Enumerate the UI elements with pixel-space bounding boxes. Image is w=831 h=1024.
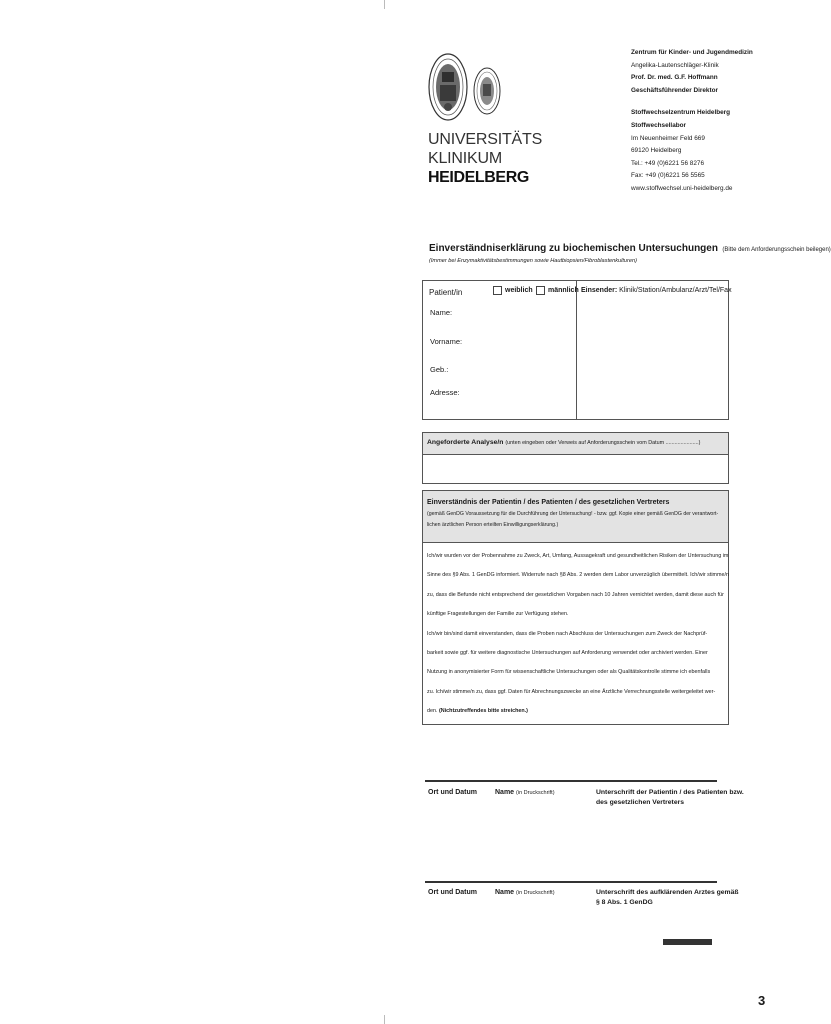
- sig1-signature-line2: des gesetzlichen Vertreters: [596, 799, 685, 806]
- address-block: [631, 47, 753, 196]
- sig2-name-note: (in Druckschrift): [516, 890, 555, 896]
- crop-mark-bottom: [384, 1015, 385, 1024]
- university-seal-right: [473, 66, 501, 116]
- sig1-name-label: [495, 788, 555, 798]
- signature-line-2: [425, 881, 717, 883]
- address-fax: Fax: +49 (0)6221 56 5565: [631, 172, 705, 180]
- sig2-signature-line2: § 8 Abs. 1 GenDG: [596, 899, 653, 906]
- analysis-box: [422, 432, 729, 484]
- consent-line: Nutzung in anonymisierter Form für wissenschaftliche Untersuchungen oder als Qualitätskontrolle stimme ich ebenfalls: [427, 669, 711, 676]
- address-center: Stoffwechselzentrum Heidelberg: [631, 109, 731, 117]
- form-title-main: Einverständniserklärung zu biochemischen Untersuchungen: [429, 243, 718, 254]
- consent-line: Ich/wir wurden vor der Probennahme zu Zweck, Art, Umfang, Aussagekraft und gesundheitlichen Risiken der Untersuchung im: [427, 553, 729, 559]
- consent-header: [423, 491, 728, 543]
- address-dept: Zentrum für Kinder- und Jugendmedizin: [631, 49, 753, 56]
- sig1-place-label: Ort und Datum: [428, 789, 477, 796]
- address-street: Im Neuenheimer Feld 669: [631, 134, 705, 142]
- sig1-name-note: (in Druckschrift): [516, 790, 555, 796]
- consent-heading: Einverständnis der Patientin / des Patienten / des gesetzlichen Vertreters: [427, 499, 670, 506]
- female-label: weiblich: [505, 287, 533, 294]
- address-lab: Stoffwechsellabor: [631, 121, 687, 129]
- form-title: [429, 238, 831, 256]
- sig1-signature-label: [596, 788, 744, 808]
- sig2-name-label: [495, 888, 555, 898]
- consent-last-start: den.: [427, 708, 439, 715]
- sig2-name-text: Name: [495, 889, 515, 896]
- analysis-input-area[interactable]: [423, 455, 728, 484]
- consent-line: Ich/wir bin/sind damit einverstanden, dass die Proben nach Abschluss der Untersuchungen zum Zweck der Nachprüf-: [427, 630, 708, 637]
- form-subtitle: (Immer bei Enzymaktivitätsbestimmungen sowie Hautbiopsien/Fibroblastenkulturen): [429, 258, 637, 264]
- consent-box: [422, 490, 729, 725]
- analysis-header-bold: Angeforderte Analyse/n: [427, 439, 504, 446]
- sig1-signature-line1: Unterschrift der Patientin / des Patienten bzw.: [596, 789, 744, 796]
- address-director: Prof. Dr. med. G.F. Hoffmann: [631, 74, 718, 82]
- birthdate-label: Geb.:: [430, 365, 449, 374]
- sender-label-bold: Einsender:: [581, 287, 618, 294]
- consent-line: zu. Ich/wir stimme/n zu, dass ggf. Daten für Abrechnungszwecke an eine Ärztliche Verrechnungsstelle weitergeleitet wer-: [427, 688, 716, 695]
- patient-label: Patient/in: [429, 288, 463, 297]
- male-label: männlich: [548, 287, 579, 294]
- sig2-signature-label: [596, 888, 739, 908]
- patient-box: [422, 280, 732, 420]
- consent-strike-note: (Nichtzutreffendes bitte streichen.): [439, 708, 528, 715]
- decorative-bar: [663, 939, 712, 945]
- patient-box-divider: [576, 281, 577, 419]
- consent-text: [427, 547, 729, 722]
- female-checkbox[interactable]: [493, 286, 502, 295]
- consent-subheading-2: lichen ärztlichen Person erteilten Einwilligungserklärung.): [427, 522, 559, 528]
- page-number: 3: [758, 993, 766, 1008]
- consent-line: Sinne des §9 Abs. 1 GenDG informiert. Widerrufe nach §8 Abs. 2 werden dem Labor unverzüglich übermittelt. Ich/wir stimme/n: [427, 572, 730, 579]
- consent-line: zu, dass die Befunde nicht entsprechend der gesetzlichen Vorgaben nach 10 Jahren vernichtet werden, damit diese auch für: [427, 591, 724, 598]
- sig1-name-text: Name: [495, 789, 515, 796]
- logo-line-klinikum: KLINIKUM: [428, 150, 502, 167]
- male-checkbox[interactable]: [536, 286, 545, 295]
- crop-mark-top: [384, 0, 385, 9]
- name-label: Name:: [430, 308, 453, 317]
- logo-line-universitaets: UNIVERSITÄTS: [428, 131, 543, 148]
- logo-wordmark: [428, 130, 542, 187]
- sig2-signature-line1: Unterschrift des aufklärenden Arztes gemäß: [596, 889, 739, 896]
- sender-label: [581, 287, 732, 294]
- address-director-title: Geschäftsführender Direktor: [631, 86, 719, 94]
- consent-subheading-1: (gemäß GenDG Voraussetzung für die Durchführung der Untersuchung! - bzw. ggf. Kopie einer gemäß GenDG der verantwort-: [427, 511, 719, 517]
- analysis-header: [423, 433, 728, 455]
- consent-line: barkeit sowie ggf. für weitere diagnostische Untersuchungen auf Anforderung verwendet oder archiviert werden. Einer: [427, 650, 708, 657]
- university-seal-left: [428, 52, 468, 122]
- consent-line-last: [427, 702, 729, 721]
- address-city: 69120 Heidelberg: [631, 147, 682, 155]
- address-label: Adresse:: [430, 388, 460, 397]
- logo-line-heidelberg: HEIDELBERG: [428, 169, 529, 186]
- firstname-label: Vorname:: [430, 337, 463, 346]
- consent-line: künftige Fragestellungen der Familie zur Verfügung stehen.: [427, 611, 569, 618]
- address-tel: Tel.: +49 (0)6221 56 8276: [631, 159, 705, 167]
- sig2-place-label: Ort und Datum: [428, 889, 477, 896]
- address-clinic: Angelika-Lautenschläger-Klinik: [631, 61, 719, 69]
- address-web: www.stoffwechsel.uni-heidelberg.de: [631, 184, 733, 192]
- analysis-header-rest: (unten eingeben oder Verweis auf Anforderungsschein vom Datum ......................): [505, 440, 701, 446]
- form-title-note: (Bitte dem Anforderungsschein beilegen): [722, 247, 831, 253]
- signature-line-1: [425, 780, 717, 782]
- analysis-header-text: [427, 439, 700, 446]
- sender-label-rest: Klinik/Station/Ambulanz/Arzt/Tel/Fax: [619, 287, 732, 294]
